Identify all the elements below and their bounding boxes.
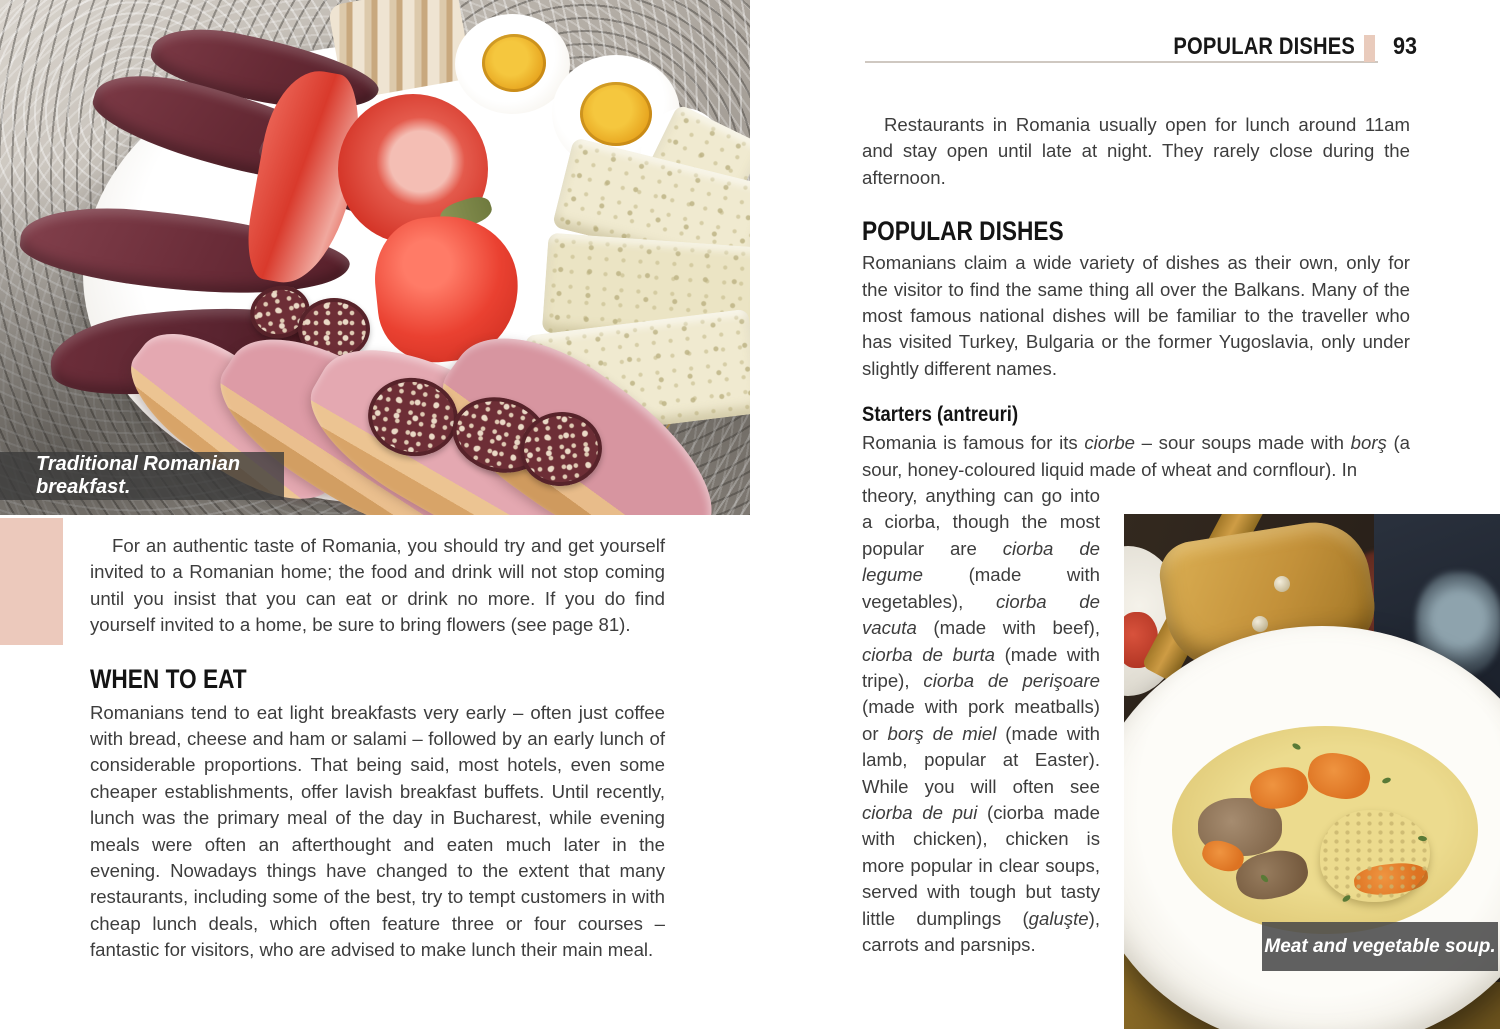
soup-photo: [1124, 514, 1500, 1029]
running-head-rule: [865, 61, 1378, 63]
handbag-stud: [1274, 576, 1290, 592]
starters-body-paragraph: theory, anything can go into a ciorba, though the most popular are ciorba de legume (made with vegetables), ciorba de vacuta (made with beef), ciorba de burta (made with tripe), ciorba de perişoare (made with pork meatballs) or borş de miel (made with lamb, popular at Easter). While you will often see ciorba de pui (ciorba made with chicken), chicken is more popular in clear soups, served with tough but tasty little dumplings (galuşte), carrots and parsnips.: [862, 485, 1100, 955]
breakfast-photo: [0, 0, 750, 515]
breakfast-photo-caption: [0, 452, 284, 500]
soup-broth: [1172, 726, 1478, 934]
dumpling: [1320, 810, 1430, 902]
caption-text: Meat and vegetable soup.: [1264, 935, 1496, 957]
starters-heading: Starters (antreuri): [862, 403, 1019, 427]
popular-dishes-heading: POPULAR DISHES: [862, 216, 1064, 247]
running-head-accent-bar: [1364, 35, 1375, 62]
page-number: 93: [1393, 33, 1418, 60]
intro-paragraph: For an authentic taste of Romania, you should try and get yourself invited to a Romanian home; the food and drink will not stop coming until you insist that you can eat or drink no more. If you do find yourself invited to a home, be sure to bring flowers (see page 81).: [90, 535, 665, 636]
egg-yolk: [482, 34, 546, 92]
carrot-piece: [1304, 748, 1374, 804]
handbag-stud: [1252, 616, 1268, 632]
popular-dishes-paragraph: Romanians claim a wide variety of dishes as their own, only for the visitor to find the same thing all over the Balkans. Many of the most famous national dishes will be familiar to the traveller who has visited Turkey, Bulgaria or the former Yugoslavia, only under slightly different names.: [862, 252, 1410, 379]
soup-photo-caption: [1262, 922, 1498, 971]
starters-intro-paragraph: Romania is famous for its ciorbe – sour soups made with borş (a sour, honey-coloured liquid made of wheat and cornflour). In: [862, 432, 1411, 480]
running-head-title: POPULAR DISHES: [1173, 33, 1355, 60]
left-text-column: [90, 533, 665, 964]
restaurants-paragraph: Restaurants in Romania usually open for lunch around 11am and stay open until late at night. They rarely close during the afternoon.: [862, 114, 1410, 188]
when-to-eat-heading: WHEN TO EAT: [90, 663, 247, 694]
herb-fleck: [1381, 777, 1391, 785]
caption-text: Traditional Romanian breakfast.: [36, 453, 241, 498]
herb-fleck: [1291, 742, 1301, 751]
when-to-eat-paragraph: Romanians tend to eat light breakfasts very early – often just coffee with bread, cheese and ham or salami – followed by an early lunch of considerable proportions. That being said, most hotels, even some cheaper establishments, offer lavish breakfast buffets. Until recently, lunch was the primary meal of the day in Bucharest, while evening meals were often an afterthought and eaten much later in the evening. Nowadays things have changed to the extent that many restaurants, including some of the best, try to tempt customers in with cheap lunch deals, which often feature three or four courses – fantastic for visitors, who are advised to make lunch their main meal.: [90, 701, 665, 961]
egg-yolk: [580, 82, 652, 146]
accent-block: [0, 518, 63, 645]
